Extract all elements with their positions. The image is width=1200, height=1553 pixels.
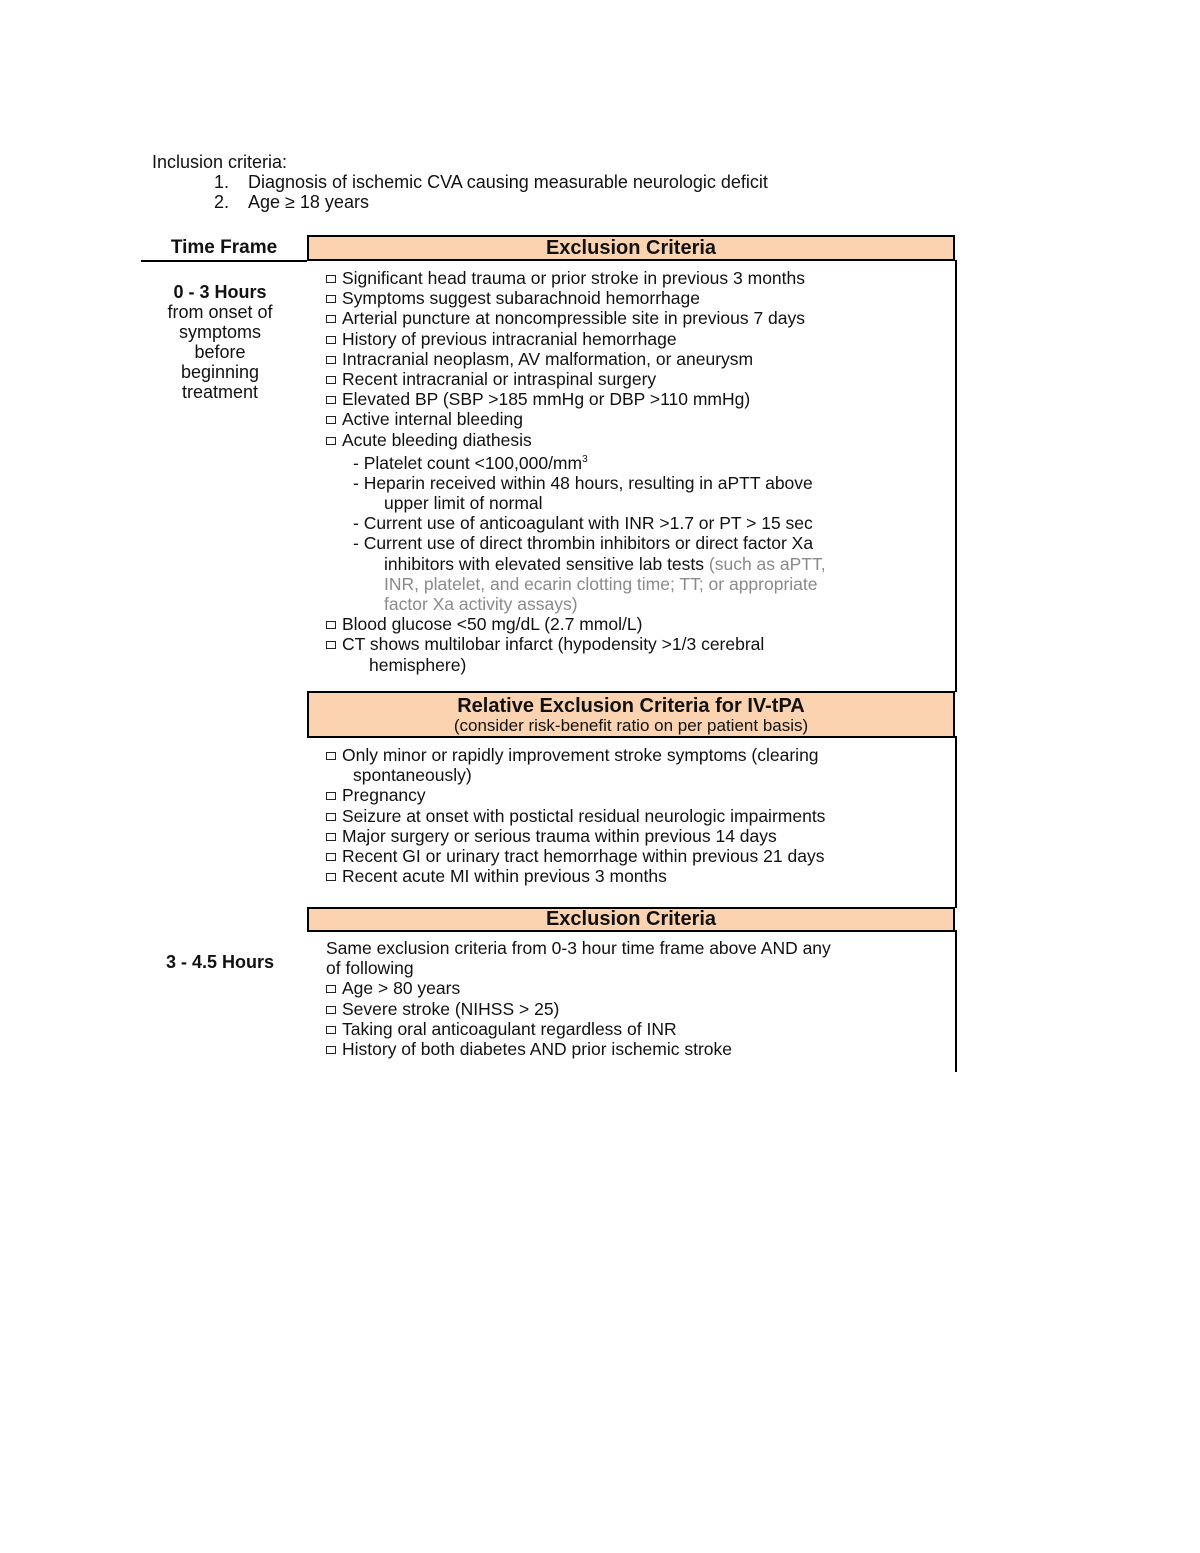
exclusion-criteria-header-2: Exclusion Criteria [307,907,955,932]
exclusion-item: Age > 80 years [326,978,831,998]
time-frame-header: Time Frame [141,236,307,262]
checkbox-icon [326,985,336,993]
inclusion-item: 2. Age ≥ 18 years [214,192,369,212]
time-frame-3-4-5-label: 3 - 4.5 Hours [165,952,275,972]
exclusion-intro: of following [326,958,414,979]
checkbox-icon [326,1026,336,1034]
relative-exclusion-header: Relative Exclusion Criteria for IV-tPA (consider risk-benefit ratio on per patient basis) [307,691,955,738]
inclusion-criteria [152,152,768,212]
checkbox-icon [326,641,336,649]
exclusion-criteria-header: Exclusion Criteria [307,235,955,261]
exclusion-item: History of previous intracranial hemorrhage [326,329,826,349]
checkbox-icon [326,792,336,800]
inclusion-item: 1. Diagnosis of ischemic CVA causing measurable neurologic deficit [214,172,768,192]
checkbox-icon [326,315,336,323]
relative-exclusion-item: Major surgery or serious trauma within previous 14 days [326,826,825,846]
exclusion-sub-item: - Heparin received within 48 hours, resulting in aPTT above [353,472,813,493]
checkbox-icon [326,873,336,881]
exclusion-item: Elevated BP (SBP >185 mmHg or DBP >110 mmHg) [326,389,826,409]
exclusion-sub-item: - Platelet count $<100,000/mm^3$ [353,452,588,473]
table-right-border [955,930,957,1072]
inclusion-title: Inclusion criteria: [152,152,288,172]
exclusion-item: Recent intracranial or intraspinal surgery [326,369,826,389]
checkbox-icon [326,813,336,821]
exclusion-sub-item: - Current use of direct thrombin inhibitors or direct factor Xa [353,533,814,554]
exclusion-item: Symptoms suggest subarachnoid hemorrhage [326,288,826,308]
checkbox-icon [326,621,336,629]
exclusion-list-3-4-5 [326,938,831,1059]
checkbox-icon [326,396,336,404]
checkbox-icon [326,336,336,344]
exclusion-item: Acute bleeding diathesis [326,430,826,450]
exclusion-item: CT shows multilobar infarct (hypodensity >1/3 cerebral [326,634,826,654]
exclusion-item: Taking oral anticoagulant regardless of INR [326,1019,831,1039]
checkbox-icon [326,275,336,283]
checkbox-icon [326,356,336,364]
exclusion-sub-item: - Current use of anticoagulant with INR >1.7 or PT > 15 sec [353,513,813,534]
exclusion-item: Arterial puncture at noncompressible site in previous 7 days [326,308,826,328]
checkbox-icon [326,853,336,861]
exclusion-item: Blood glucose <50 mg/dL (2.7 mmol/L) [326,614,826,634]
checkbox-icon [326,752,336,760]
exclusion-item-continued: hemisphere) [369,654,467,675]
relative-exclusion-item-continued: spontaneously) [353,765,472,786]
exclusion-item: Intracranial neoplasm, AV malformation, or aneurysm [326,349,826,369]
relative-exclusion-item: Seizure at onset with postictal residual neurologic impairments [326,806,825,826]
checkbox-icon [326,437,336,445]
exclusion-item: Severe stroke (NIHSS > 25) [326,999,831,1019]
exclusion-item: Significant head trauma or prior stroke in previous 3 months [326,268,826,288]
exclusion-item: Active internal bleeding [326,409,826,429]
checkbox-icon [326,1046,336,1054]
checkbox-icon [326,833,336,841]
exclusion-sub-item-continued: INR, platelet, and ecarin clotting time; TT; or appropriate [384,573,818,594]
relative-exclusion-item: Recent acute MI within previous 3 months [326,866,825,886]
relative-exclusion-item: Pregnancy [326,785,825,805]
relative-exclusion-item: Only minor or rapidly improvement stroke symptoms (clearing [326,745,825,765]
checkbox-icon [326,295,336,303]
relative-exclusion-list [326,745,825,886]
checkbox-icon [326,376,336,384]
exclusion-sub-item-continued: upper limit of normal [384,493,543,514]
checkbox-icon [326,416,336,424]
exclusion-item: History of both diabetes AND prior ischemic stroke [326,1039,831,1059]
inclusion-list [152,172,768,212]
exclusion-sub-item-continued: inhibitors with elevated sensitive lab tests (such as aPTT, [384,553,826,574]
time-frame-0-3-label: 0 - 3 Hours from onset of symptoms before beginning treatment [167,282,273,402]
exclusion-intro: Same exclusion criteria from 0-3 hour time frame above AND any [326,938,831,958]
exclusion-sub-item-continued: factor Xa activity assays) [384,594,578,615]
exclusion-list-0-3 [326,268,826,675]
relative-exclusion-item: Recent GI or urinary tract hemorrhage within previous 21 days [326,846,825,866]
table-right-border [955,260,957,692]
checkbox-icon [326,1006,336,1014]
table-right-border [955,736,957,908]
